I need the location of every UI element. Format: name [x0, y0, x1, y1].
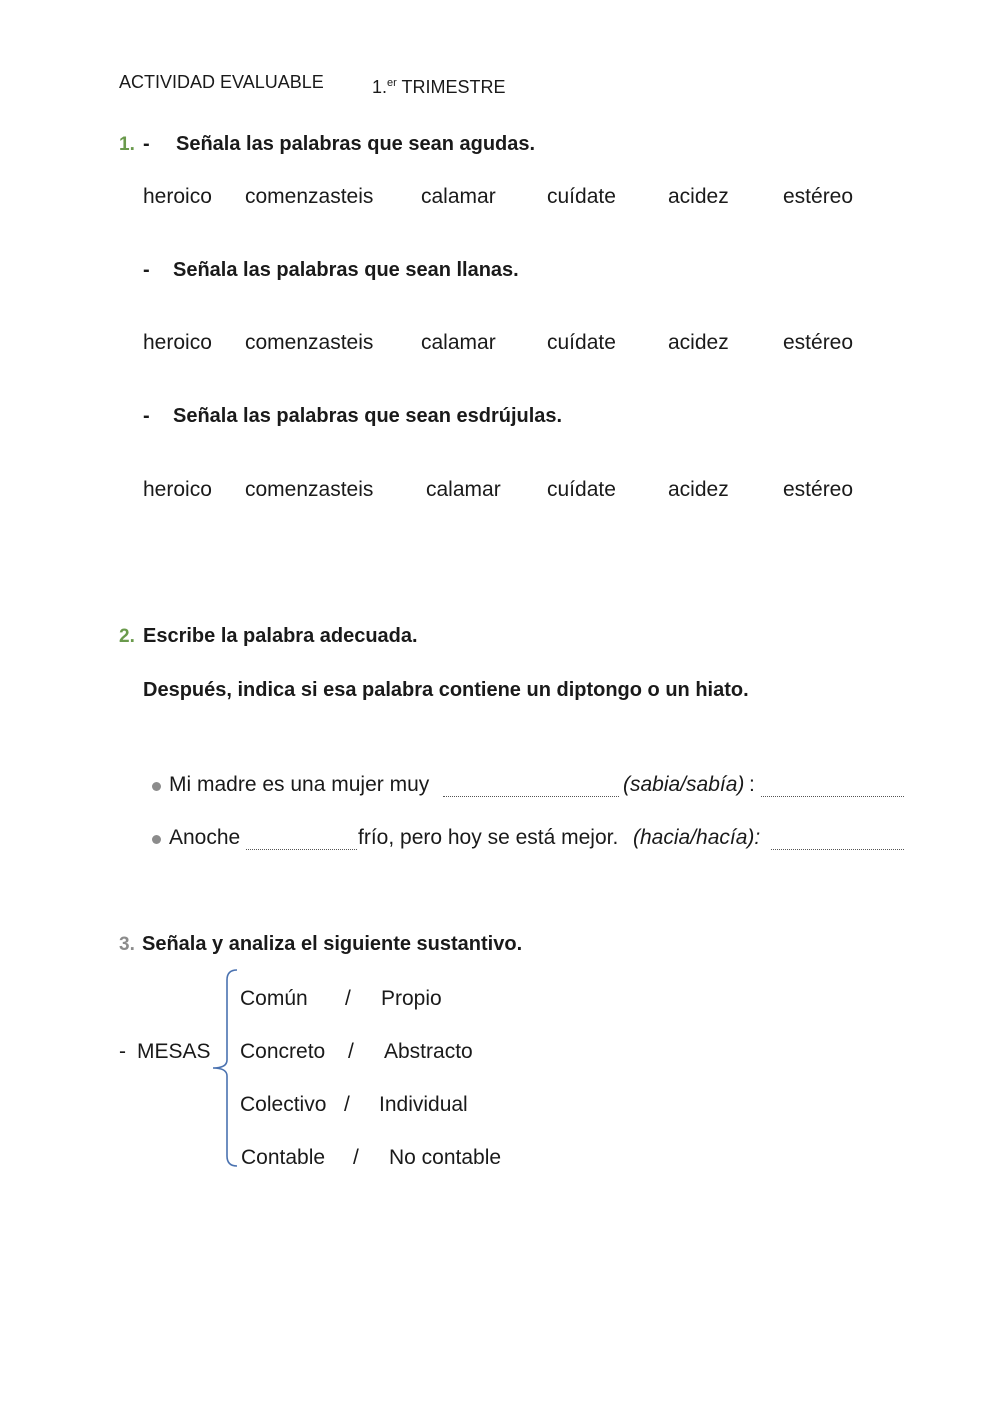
word-esdrujulas-comenzasteis[interactable]: comenzasteis [245, 478, 374, 501]
term-text: TRIMESTRE [401, 77, 506, 97]
sentence-1-blank[interactable] [443, 796, 619, 797]
sentence-2-options: (hacia/hacía): [633, 826, 761, 849]
word-esdrujulas-estereo[interactable]: estéreo [783, 478, 854, 501]
bullet-2 [152, 835, 161, 844]
slash-4: / [353, 1146, 359, 1169]
sentence-2-text-start: Anoche [169, 826, 241, 849]
term-prefix: 1. [372, 77, 388, 97]
slash-3: / [344, 1093, 350, 1116]
option-colectivo[interactable]: Colectivo [240, 1093, 327, 1116]
option-abstracto[interactable]: Abstracto [384, 1040, 473, 1063]
word-agudas-cuidate[interactable]: cuídate [547, 185, 616, 208]
slash-1: / [345, 987, 351, 1010]
option-individual[interactable]: Individual [379, 1093, 468, 1116]
word-llanas-acidez[interactable]: acidez [668, 331, 729, 354]
exercise-2-number: 2. [119, 626, 135, 647]
exercise-1-instruction-llanas: Señala las palabras que sean llanas. [173, 259, 519, 281]
exercise-1-dash: - [143, 133, 150, 155]
exercise-3-number: 3. [119, 934, 135, 955]
word-agudas-calamar[interactable]: calamar [421, 185, 496, 208]
exercise-2-subtitle: Después, indica si esa palabra contiene un diptongo o un hiato. [143, 679, 749, 701]
sentence-2-text-end: frío, pero hoy se está mejor. [358, 826, 619, 849]
activity-title: ACTIVIDAD EVALUABLE [119, 72, 324, 92]
word-llanas-calamar[interactable]: calamar [421, 331, 496, 354]
option-concreto[interactable]: Concreto [240, 1040, 326, 1063]
sentence-2-analysis-blank[interactable] [771, 849, 904, 850]
term-label [372, 77, 506, 98]
sentence-1-options: (sabia/sabía) [623, 773, 745, 796]
word-esdrujulas-acidez[interactable]: acidez [668, 478, 729, 501]
word-agudas-comenzasteis[interactable]: comenzasteis [245, 185, 374, 208]
word-esdrujulas-calamar[interactable]: calamar [426, 478, 501, 501]
noun-dash: - [119, 1040, 126, 1063]
word-llanas-heroico[interactable]: heroico [143, 331, 212, 354]
word-agudas-heroico[interactable]: heroico [143, 185, 212, 208]
option-propio[interactable]: Propio [381, 987, 442, 1010]
exercise-1-instruction-esdrujulas: Señala las palabras que sean esdrújulas. [173, 405, 563, 427]
sentence-2-blank[interactable] [246, 849, 357, 850]
exercise-3-title: Señala y analiza el siguiente sustantivo. [142, 933, 523, 955]
noun-mesas: MESAS [137, 1040, 211, 1063]
exercise-1-instruction-agudas: Señala las palabras que sean agudas. [176, 133, 536, 155]
word-esdrujulas-heroico[interactable]: heroico [143, 478, 212, 501]
option-no-contable[interactable]: No contable [389, 1146, 502, 1169]
exercise-1-dash-llanas: - [143, 259, 150, 281]
exercise-2-title: Escribe la palabra adecuada. [143, 625, 418, 647]
option-contable[interactable]: Contable [241, 1146, 326, 1169]
bullet-1 [152, 782, 161, 791]
slash-2: / [348, 1040, 354, 1063]
word-agudas-acidez[interactable]: acidez [668, 185, 729, 208]
exercise-1-number: 1. [119, 134, 135, 155]
word-llanas-cuidate[interactable]: cuídate [547, 331, 616, 354]
word-esdrujulas-cuidate[interactable]: cuídate [547, 478, 616, 501]
curly-brace-icon [210, 966, 240, 1171]
term-superscript: er [387, 77, 397, 89]
sentence-1-colon: : [749, 773, 755, 796]
word-agudas-estereo[interactable]: estéreo [783, 185, 854, 208]
word-llanas-estereo[interactable]: estéreo [783, 331, 854, 354]
sentence-1-analysis-blank[interactable] [761, 796, 904, 797]
exercise-1-dash-esdrujulas: - [143, 405, 150, 427]
word-llanas-comenzasteis[interactable]: comenzasteis [245, 331, 374, 354]
option-comun[interactable]: Común [240, 987, 308, 1010]
sentence-1-text: Mi madre es una mujer muy [169, 773, 430, 796]
